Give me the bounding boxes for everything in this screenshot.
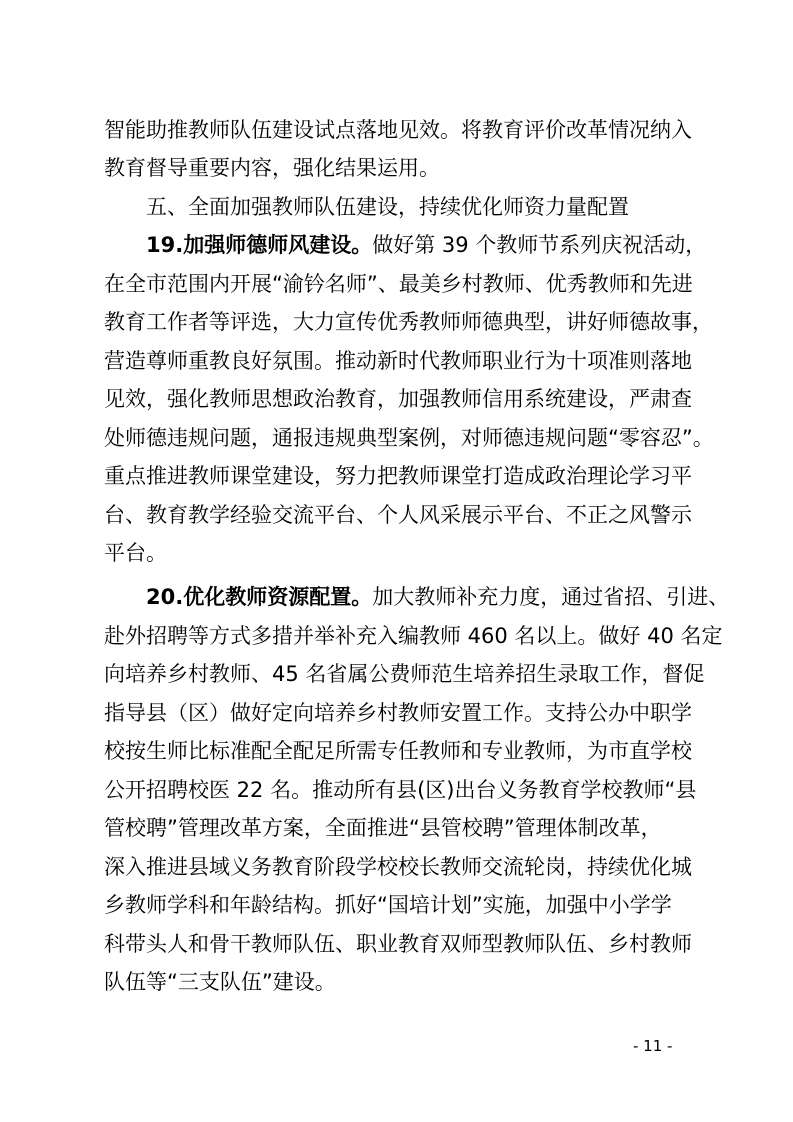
item-heading: 20.优化教师资源配置。 bbox=[146, 585, 373, 609]
line-text: 处师德违规问题，通报违规典型案例，对师德违规问题“零容忍”。 bbox=[104, 426, 714, 450]
item-heading: 19.加强师德师风建设。 bbox=[146, 233, 373, 257]
line-text: 做好第 39 个教师节系列庆祝活动， bbox=[372, 233, 707, 257]
line-text: 队伍等“三支队伍”建设。 bbox=[104, 970, 336, 994]
body-line bbox=[104, 461, 692, 491]
line-text: 教育工作者等评选，大力宣传优秀教师师德典型，讲好师德故事， bbox=[104, 310, 713, 334]
body-line bbox=[104, 538, 676, 568]
body-line bbox=[104, 698, 692, 728]
body-line bbox=[104, 813, 676, 843]
line-text: 重点推进教师课堂建设，努力把教师课堂打造成政治理论学习平 bbox=[104, 464, 692, 488]
section-heading bbox=[146, 192, 676, 222]
line-text: 公开招聘校医 22 名。推动所有县(区)出台义务教育学校教师“县 bbox=[104, 778, 697, 802]
body-line bbox=[104, 929, 692, 959]
line-text: 乡教师学科和年龄结构。抓好“国培计划”实施，加强中小学学 bbox=[104, 893, 672, 917]
body-line bbox=[146, 582, 730, 612]
line-text: 科带头人和骨干教师队伍、职业教育双师型教师队伍、乡村教师 bbox=[104, 932, 692, 956]
body-line bbox=[104, 621, 723, 651]
body-line bbox=[104, 967, 676, 997]
line-text: 指导县（区）做好定向培养乡村教师安置工作。支持公办中职学 bbox=[104, 701, 692, 725]
line-text: 营造尊师重教良好氛围。推动新时代教师职业行为十项准则落地 bbox=[104, 349, 692, 373]
line-text: 赴外招聘等方式多措并举补充入编教师 460 名以上。做好 40 名定 bbox=[104, 624, 723, 648]
line-text: 深入推进县域义务教育阶段学校校长教师交流轮岗，持续优化城 bbox=[104, 855, 692, 879]
body-line bbox=[104, 775, 697, 805]
line-text: 加大教师补充力度，通过省招、引进、 bbox=[372, 585, 730, 609]
line-text: 教育督导重要内容，强化结果运用。 bbox=[104, 156, 440, 180]
body-line bbox=[104, 852, 692, 882]
line-text: 见效，强化教师思想政治教育，加强教师信用系统建设，严肃查 bbox=[104, 387, 692, 411]
body-line bbox=[104, 269, 693, 299]
line-text: 台、教育教学经验交流平台、个人风采展示平台、不正之风警示 bbox=[104, 503, 692, 527]
body-line bbox=[104, 500, 692, 530]
body-line bbox=[104, 736, 692, 766]
body-line bbox=[104, 423, 714, 453]
body-line bbox=[104, 346, 692, 376]
line-text: 智能助推教师队伍建设试点落地见效。将教育评价改革情况纳入 bbox=[104, 118, 692, 142]
body-line bbox=[104, 659, 705, 689]
body-line bbox=[104, 890, 676, 920]
line-text: 五、全面加强教师队伍建设，持续优化师资力量配置 bbox=[146, 195, 629, 219]
line-text: 校按生师比标准配全配足所需专任教师和专业教师，为市直学校 bbox=[104, 739, 692, 763]
line-text: 平台。 bbox=[104, 541, 167, 565]
page-number: - 11 - bbox=[633, 1037, 673, 1055]
body-line bbox=[104, 115, 692, 145]
body-line bbox=[104, 153, 676, 183]
body-line bbox=[104, 384, 692, 414]
body-line bbox=[104, 307, 713, 337]
line-text: 在全市范围内开展“渝钤名师”、最美乡村教师、优秀教师和先进 bbox=[104, 272, 693, 296]
body-line bbox=[146, 230, 707, 260]
line-text: 管校聘”管理改革方案，全面推进“县管校聘”管理体制改革， bbox=[104, 816, 662, 840]
line-text: 向培养乡村教师、45 名省属公费师范生培养招生录取工作，督促 bbox=[104, 662, 705, 686]
